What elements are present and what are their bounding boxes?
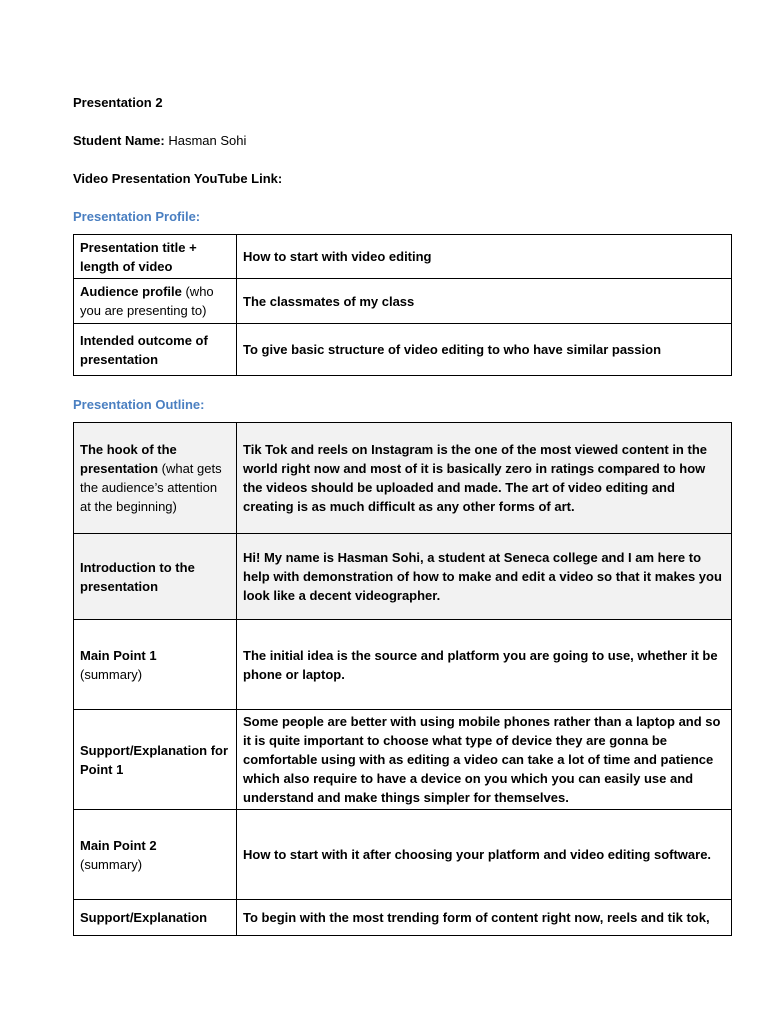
row-label-bold: Support/Explanation for Point 1: [80, 742, 229, 777]
row-label-bold: Main Point 1: [80, 647, 157, 663]
row-label: [74, 324, 237, 376]
row-value: Tik Tok and reels on Instagram is the one of the most viewed content in the world right now and most of it is basically zero in ratings compared to how the videos should be uploaded and made. The art of video editing and creating is as much difficult as any other forms of art.: [237, 423, 732, 534]
table-row: [74, 324, 732, 376]
row-label-bold: Support/Explanation: [80, 910, 208, 925]
presentation-profile-heading: Presentation Profile:: [73, 209, 201, 224]
row-value: How to start with it after choosing your platform and video editing software.: [237, 810, 732, 900]
row-label-normal: (summary): [80, 666, 143, 682]
student-name-label: Student Name:: [73, 133, 165, 148]
table-row: [74, 279, 732, 324]
row-label: [74, 810, 237, 900]
row-label: [74, 423, 237, 534]
student-name-value: Hasman Sohi: [164, 133, 247, 148]
row-label-bold: Audience profile: [80, 284, 182, 299]
presentation-profile-table: [73, 234, 732, 376]
row-value: To give basic structure of video editing to who have similar passion: [237, 324, 732, 376]
row-label: [74, 900, 237, 936]
row-label: [74, 279, 237, 324]
presentation-outline-table: [73, 422, 732, 936]
document-page: [73, 94, 732, 936]
table-row: [74, 900, 732, 936]
table-row: [74, 423, 732, 534]
row-label-bold: The hook of the presentation: [80, 442, 177, 476]
student-name-line: [73, 132, 732, 149]
presentation-outline-heading: Presentation Outline:: [73, 397, 205, 412]
row-label-bold: Introduction to the presentation: [80, 559, 195, 594]
row-label: [74, 534, 237, 620]
row-value: Hi! My name is Hasman Sohi, a student at Seneca college and I am here to help with demonstration of how to make and edit a video so that it makes you look like a decent videographer.: [237, 534, 732, 620]
row-value: How to start with video editing: [237, 235, 732, 279]
row-label-normal: (what gets the audience’s attention at the beginning): [80, 461, 222, 514]
video-link-label: Video Presentation YouTube Link:: [73, 171, 283, 186]
row-label: [74, 235, 237, 279]
document-title: Presentation 2: [73, 95, 163, 110]
row-label-bold: Main Point 2: [80, 837, 157, 853]
row-value: The classmates of my class: [237, 279, 732, 324]
row-label-bold: Presentation title + length of video: [80, 239, 197, 274]
table-row: [74, 534, 732, 620]
row-value: The initial idea is the source and platform you are going to use, whether it be phone or laptop.: [237, 620, 732, 710]
table-row: [74, 620, 732, 710]
row-value: Some people are better with using mobile phones rather than a laptop and so it is quite important to choose what type of device they are gonna be comfortable using with as editing a video can take a lot of time and patience which also require to have a device on you which you can easily use and understand and make things simpler for themselves.: [237, 710, 732, 810]
row-label-normal: (summary): [80, 856, 143, 872]
row-label-normal: (who you are presenting to): [80, 284, 214, 318]
table-row: [74, 710, 732, 810]
row-label: [74, 710, 237, 810]
row-label: [74, 620, 237, 710]
table-row: [74, 235, 732, 279]
row-label-bold: Intended outcome of presentation: [80, 332, 208, 367]
table-row: [74, 810, 732, 900]
row-value: To begin with the most trending form of content right now, reels and tik tok,: [237, 900, 732, 936]
